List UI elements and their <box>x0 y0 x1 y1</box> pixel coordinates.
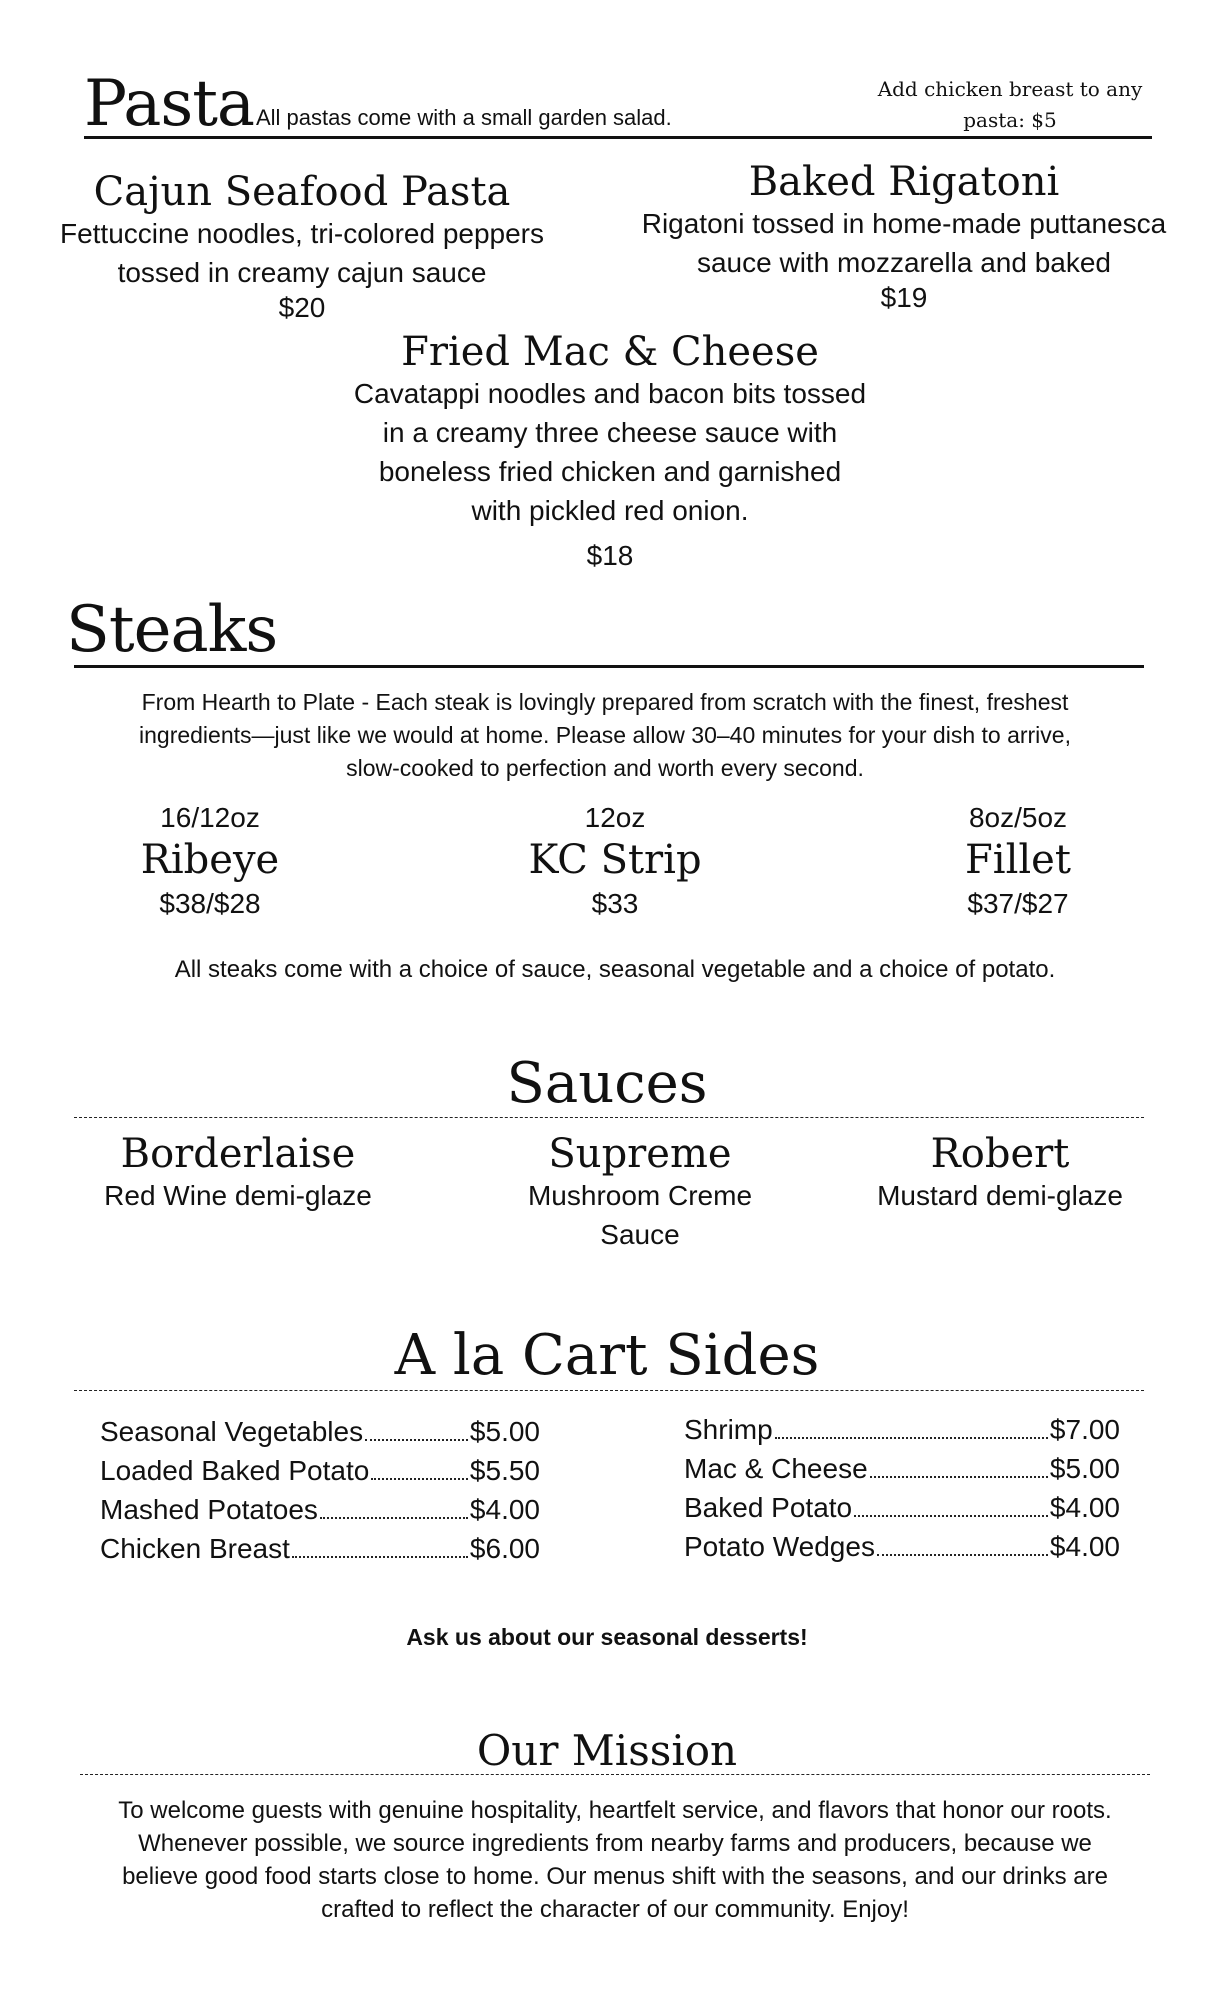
side-price: $5.00 <box>469 1416 540 1447</box>
steak-name: KC Strip <box>528 837 702 883</box>
leader-dots <box>365 1439 468 1441</box>
dish-cajun-seafood-pasta <box>20 170 584 324</box>
side-item <box>100 1533 540 1572</box>
leader-dots <box>320 1517 468 1519</box>
steak-size: 12oz <box>584 802 646 833</box>
side-name: Seasonal Vegetables <box>100 1416 364 1447</box>
sauce-name: Borderlaise <box>120 1131 356 1177</box>
sauce-robert <box>840 1132 1160 1215</box>
sides-right-list <box>684 1414 1120 1570</box>
sauce-borderlaise <box>70 1132 406 1215</box>
dish-name: Cajun Seafood Pasta <box>93 169 511 215</box>
sides-title: A la Cart Sides <box>394 1323 820 1388</box>
sides-divider <box>74 1390 1144 1391</box>
dish-name: Fried Mac & Cheese <box>401 329 819 375</box>
leader-dots <box>371 1478 468 1480</box>
sauce-supreme <box>500 1132 780 1254</box>
steaks-divider <box>74 665 1144 668</box>
side-name: Chicken Breast <box>100 1533 290 1564</box>
dish-price: $19 <box>880 282 928 313</box>
side-item <box>100 1416 540 1455</box>
dish-description: Rigatoni tossed in home-made puttanesca sauce with mozzarella and baked <box>641 208 1167 278</box>
side-name: Mac & Cheese <box>684 1453 868 1484</box>
side-name: Loaded Baked Potato <box>100 1455 370 1486</box>
side-item <box>684 1414 1120 1453</box>
steak-ribeye <box>60 802 360 920</box>
side-name: Mashed Potatoes <box>100 1494 318 1525</box>
dish-description: Fettuccine noodles, tri-colored peppers tossed in creamy cajun sauce <box>59 218 545 288</box>
sauce-description: Red Wine demi-glaze <box>104 1180 372 1211</box>
pasta-note: All pastas come with a small garden salad. <box>256 105 672 130</box>
side-item <box>684 1531 1120 1570</box>
mission-title: Our Mission <box>476 1726 738 1775</box>
dish-price: $18 <box>586 540 634 571</box>
leader-dots <box>877 1554 1048 1556</box>
steak-name: Ribeye <box>140 837 280 883</box>
desserts-note: Ask us about our seasonal desserts! <box>406 1624 808 1650</box>
mission-divider <box>80 1774 1150 1775</box>
sauce-name: Supreme <box>548 1131 732 1177</box>
steaks-intro: From Hearth to Plate - Each steak is lovingly prepared from scratch with the finest, freshest ingredients—just like we would at home. Please allow 30–40 minutes for your dish to arrive, slow-cooked to perfection and worth every second. <box>139 689 1071 781</box>
side-item <box>684 1453 1120 1492</box>
pasta-addon: Add chicken breast to any pasta: $5 <box>877 77 1143 132</box>
steaks-title: Steaks <box>66 593 278 667</box>
sides-left-list <box>100 1416 540 1572</box>
side-price: $4.00 <box>1049 1492 1120 1523</box>
side-price: $5.50 <box>469 1455 540 1486</box>
mission-text: To welcome guests with genuine hospitality, heartfelt service, and flavors that honor our roots. Whenever possible, we source ingredients from nearby farms and producers, because we believe good food starts close to home. Our menus shift with the seasons, and our drinks are crafted to reflect the character of our community. Enjoy! <box>118 1797 1112 1923</box>
steak-price: $37/$27 <box>967 888 1069 919</box>
side-name: Baked Potato <box>684 1492 853 1523</box>
side-price: $7.00 <box>1049 1414 1120 1445</box>
leader-dots <box>775 1437 1048 1439</box>
dish-name: Baked Rigatoni <box>748 159 1060 205</box>
side-price: $4.00 <box>469 1494 540 1525</box>
steak-price: $33 <box>591 888 639 919</box>
sauces-divider <box>74 1117 1144 1118</box>
sauce-description: Mustard demi-glaze <box>877 1180 1123 1211</box>
side-price: $4.00 <box>1049 1531 1120 1562</box>
leader-dots <box>292 1556 468 1558</box>
steak-name: Fillet <box>965 837 1071 883</box>
sauce-name: Robert <box>930 1131 1070 1177</box>
sauces-title: Sauces <box>506 1051 708 1116</box>
pasta-title: Pasta <box>84 67 255 141</box>
steak-size: 8oz/5oz <box>968 802 1068 833</box>
side-name: Shrimp <box>684 1414 773 1445</box>
dish-baked-rigatoni <box>612 160 1196 314</box>
leader-dots <box>854 1515 1048 1517</box>
side-name: Potato Wedges <box>684 1531 875 1562</box>
sauce-description: Mushroom Creme Sauce <box>527 1180 753 1250</box>
leader-dots <box>870 1476 1048 1478</box>
dish-fried-mac-and-cheese <box>340 330 880 572</box>
side-price: $6.00 <box>469 1533 540 1564</box>
side-price: $5.00 <box>1049 1453 1120 1484</box>
dish-description: Cavatappi noodles and bacon bits tossed in a creamy three cheese sauce with boneless fried chicken and garnished with pickled red onion. <box>353 378 867 526</box>
side-item <box>100 1494 540 1533</box>
pasta-divider <box>84 136 1152 139</box>
steaks-note: All steaks come with a choice of sauce, seasonal vegetable and a choice of potato. <box>174 956 1056 983</box>
side-item <box>100 1455 540 1494</box>
steak-size: 16/12oz <box>160 802 260 833</box>
steak-fillet <box>868 802 1168 920</box>
side-item <box>684 1492 1120 1531</box>
steak-price: $38/$28 <box>159 888 261 919</box>
steak-kc-strip <box>460 802 770 920</box>
dish-price: $20 <box>278 292 326 323</box>
